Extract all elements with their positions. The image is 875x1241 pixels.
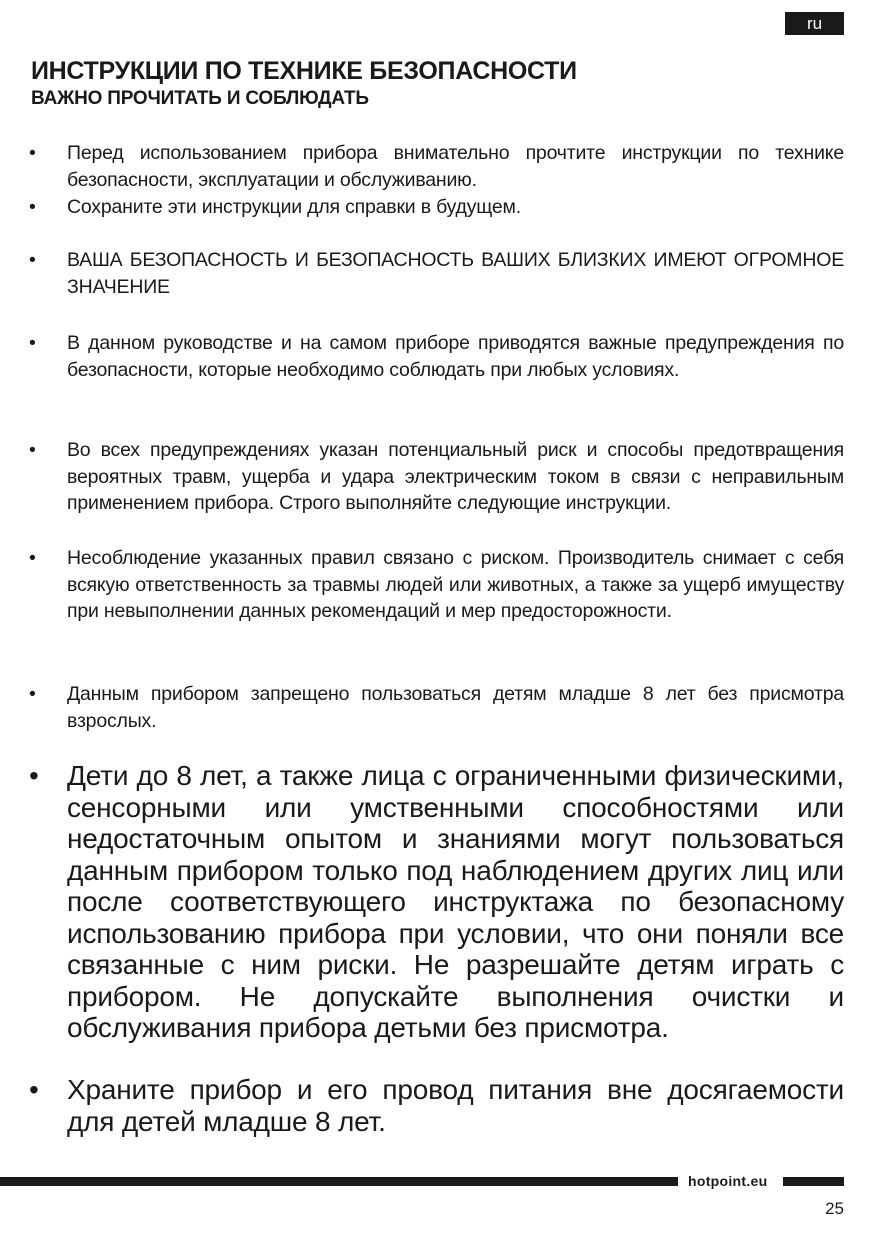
bullet-icon: • — [29, 683, 36, 705]
list-item-text: Перед использованием прибора внимательно прочтите инструкции по технике безопасности, эксплуатации и обслуживанию. — [67, 142, 844, 191]
page-number: 25 — [825, 1199, 844, 1218]
bullet-icon: • — [29, 760, 39, 791]
footer-rule-right — [783, 1177, 844, 1186]
bullet-icon: • — [29, 1074, 39, 1105]
bullet-icon: • — [29, 547, 36, 569]
list-item-text: Данным прибором запрещено пользоваться детям младше 8 лет без присмотра взрослых. — [67, 683, 844, 732]
list-item — [29, 247, 844, 300]
list-item-text: Во всех предупреждениях указан потенциальный риск и способы предотвращения вероятных травм, ущерба и удара электрическим током в связи с неправильным применением прибора. Строго выполняйте следующие инструкции. — [67, 439, 844, 514]
bullet-icon: • — [29, 249, 36, 271]
page-subtitle: ВАЖНО ПРОЧИТАТЬ И СОБЛЮДАТЬ — [31, 88, 369, 109]
bullet-icon: • — [29, 439, 36, 461]
page-title: ИНСТРУКЦИИ ПО ТЕХНИКЕ БЕЗОПАСНОСТИ — [31, 57, 577, 85]
list-item — [29, 1074, 844, 1137]
language-badge: ru — [785, 12, 844, 35]
bullet-icon: • — [29, 196, 36, 218]
list-item — [29, 545, 844, 625]
bullet-icon: • — [29, 332, 36, 354]
list-item — [29, 140, 844, 193]
list-item-text: ВАША БЕЗОПАСНОСТЬ И БЕЗОПАСНОСТЬ ВАШИХ БЛИЗКИХ ИМЕЮТ ОГРОМНОЕ ЗНАЧЕНИЕ — [67, 249, 844, 298]
list-item-text: В данном руководстве и на самом приборе приводятся важные предупреждения по безопасности, которые необходимо соблюдать при любых условиях. — [67, 332, 844, 381]
list-item-text: Несоблюдение указанных правил связано с риском. Производитель снимает с себя всякую ответственность за травмы людей или животных, а также за ущерб имуществу при невыполнении данных рекомендаций и мер предосторожности. — [67, 547, 844, 622]
list-item — [29, 194, 844, 221]
list-item — [29, 760, 844, 1044]
footer-rule-left — [0, 1177, 678, 1186]
list-item — [29, 330, 844, 383]
list-item — [29, 681, 844, 734]
footer-brand: hotpoint.eu — [688, 1173, 768, 1189]
bullet-icon: • — [29, 142, 36, 164]
list-item-text: Сохраните эти инструкции для справки в будущем. — [67, 196, 521, 218]
list-item — [29, 437, 844, 517]
list-item-text: Храните прибор и его провод питания вне досягаемости для детей младше 8 лет. — [67, 1074, 844, 1137]
list-item-text: Дети до 8 лет, а также лица с ограниченными физическими, сенсорными или умственными способностями или недостаточным опытом и знаниями могут пользоваться данным прибором только под наблюдением других лиц или после соответствующего инструктажа по безопасному использованию прибора при условии, что они поняли все связанные с ним риски. Не разрешайте детям играть с прибором. Не допускайте выполнения очистки и обслуживания прибора детьми без присмотра. — [67, 760, 844, 1043]
